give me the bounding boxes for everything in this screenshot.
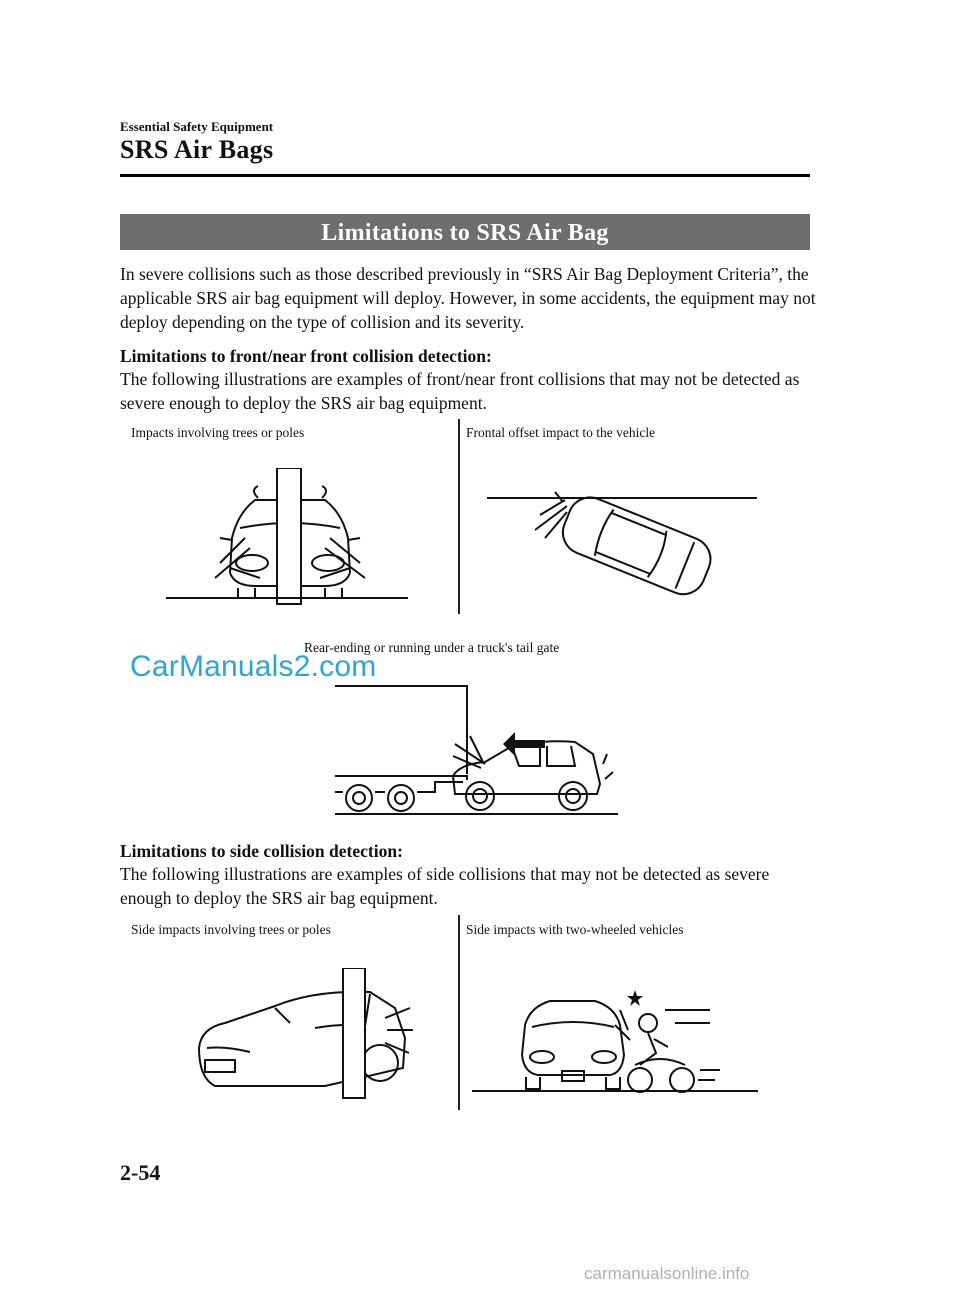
car-offset-impact-illustration [485,480,765,610]
section-kicker: Essential Safety Equipment [120,119,274,134]
caption-rear-ending: Rear-ending or running under a truck's tail gate [304,640,560,655]
caption-side-trees-poles: Side impacts involving trees or poles [131,922,331,937]
watermark-top: CarManuals2.com [130,650,377,683]
page-number: 2-54 [120,1160,161,1185]
intro-paragraph: In severe collisions such as those described previously in “SRS Air Bag Deployment Criteria”, the applicable SRS air bag equipment will deploy. However, in some accidents, the equipment may not deploy depending on the type of collision and its severity. [120,264,816,332]
truck-underride-illustration [335,684,620,819]
section-title: SRS Air Bags [120,135,274,164]
side-body: The following illustrations are examples of side collisions that may not be detected as severe enough to deploy the SRS air bag equipment. [120,864,770,908]
header-rule [120,174,810,177]
caption-two-wheeled: Side impacts with two-wheeled vehicles [466,922,684,937]
car-side-pole-illustration [195,968,415,1103]
side-heading: Limitations to side collision detection: [120,841,403,861]
banner-title: Limitations to SRS Air Bag [120,214,810,250]
caption-frontal-offset: Frontal offset impact to the vehicle [466,425,656,440]
figure-divider-side [458,915,460,1110]
figure-divider [458,419,460,614]
watermark-bottom: carmanualsonline.info [584,1264,750,1283]
front-heading: Limitations to front/near front collision detection: [120,346,492,366]
front-body: The following illustrations are examples of front/near front collisions that may not be detected as severe enough to deploy the SRS air bag equipment. [120,369,800,413]
caption-trees-poles: Impacts involving trees or poles [131,425,305,440]
motorcycle-side-impact-illustration [470,985,760,1100]
car-front-pole-illustration [160,468,420,608]
